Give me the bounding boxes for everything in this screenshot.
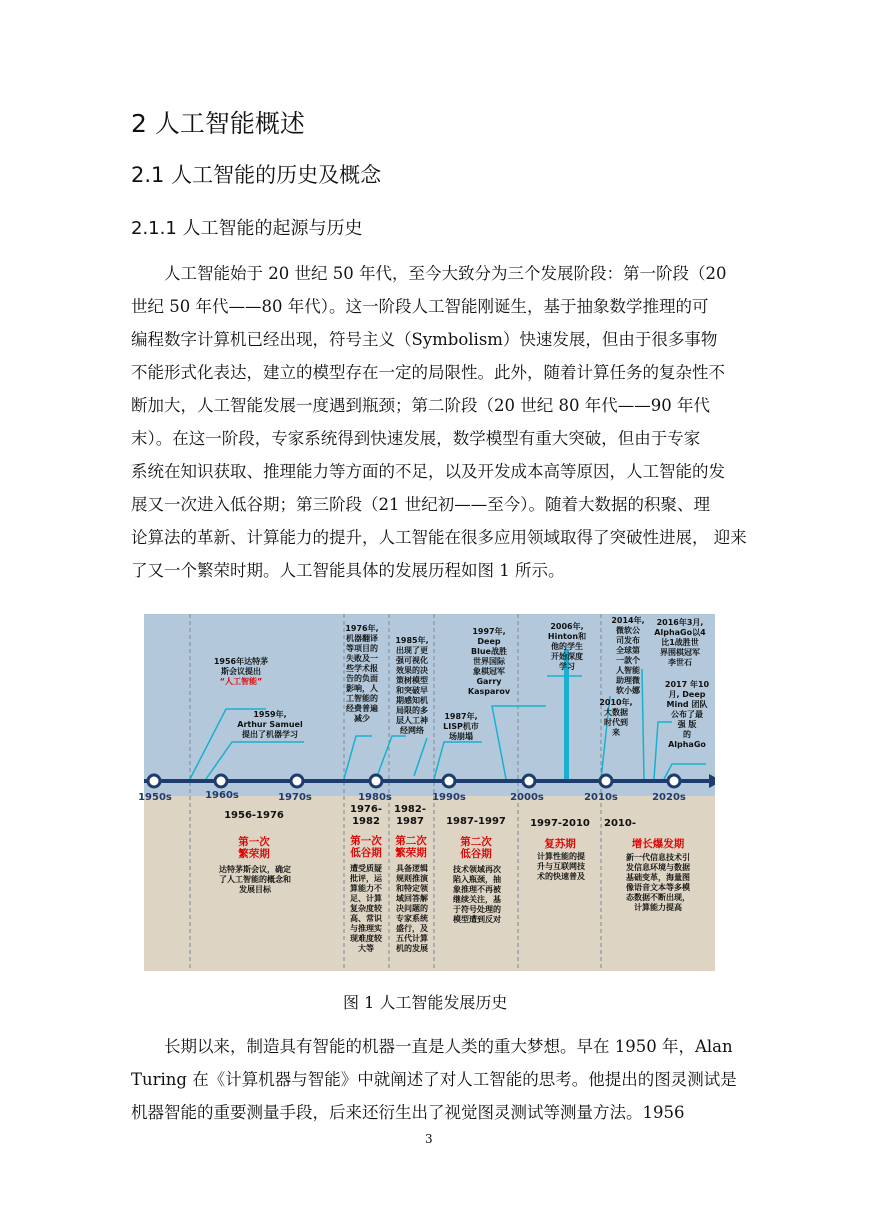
decade-label: 1950s	[138, 792, 172, 803]
period-name: 第一次 低谷期	[350, 835, 382, 859]
period-years: 1997-2010	[530, 818, 590, 829]
event-1956-highlight: “人工智能”	[219, 677, 263, 686]
period-name: 第二次 低谷期	[460, 836, 492, 860]
decade-label: 2000s	[510, 792, 544, 803]
event-2016: 2016年3月, AlphaGo以4 比1战胜世 界围棋冠军 李世石	[654, 618, 706, 667]
event-connector	[414, 738, 427, 776]
period-name: 第二次 繁荣期	[395, 835, 427, 859]
paragraph-line: 长期以来，制造具有智能的机器一直是人类的重大梦想。早在 1950 年，Alan	[131, 1037, 733, 1056]
period-years: 1976- 1982	[350, 804, 382, 827]
decade-label: 1980s	[358, 792, 392, 803]
event-connector	[434, 742, 482, 779]
paragraph-line: 论算法的革新、计算能力的提升，人工智能在很多应用领域取得了突破性进展， 迎来	[131, 528, 747, 547]
decade-marker	[291, 775, 303, 787]
period-years: 1982- 1987	[394, 804, 426, 827]
event-1956: 1956年达特茅 斯会议提出	[213, 657, 269, 676]
paragraph-line: Turing 在《计算机器与智能》中就阐述了对人工智能的思考。他提出的图灵测试是	[131, 1070, 737, 1089]
paragraph-line: 人工智能始于 20 世纪 50 年代，至今大致分为三个发展阶段：第一阶段（20	[131, 264, 727, 283]
decade-marker	[523, 775, 535, 787]
period-name: 增长爆发期	[631, 838, 685, 850]
timeline-figure	[138, 614, 715, 971]
subsection-heading: 2.1 人工智能的历史及概念	[131, 163, 382, 187]
period-name: 复苏期	[544, 838, 576, 850]
section-heading: 2 人工智能概述	[131, 109, 305, 138]
decade-marker	[215, 775, 227, 787]
decade-marker	[668, 775, 680, 787]
paragraph-line: 断加大，人工智能发展一度遇到瓶颈；第二阶段（20 世纪 80 年代——90 年代	[131, 396, 710, 415]
event-2006: 2006年, Hinton和 他的学生 开始深度 学习	[547, 622, 587, 671]
event-1959: 1959年, Arthur Samuel 提出了机器学习	[237, 710, 303, 739]
period-description: 新一代信息技术引 发信息环境与数据 基础变革，海量图 像语音文本等多模 态数据不断出现， 计算能力提高	[626, 853, 690, 912]
event-connector	[344, 736, 372, 779]
decade-label: 1970s	[278, 792, 312, 803]
event-1987: 1987年, LISP机市 场崩塌	[443, 712, 479, 741]
period-description: 技术领域再次 陷入瓶颈，抽 象推理不再被 继续关注，基 于符号处理的 模型遭到反对	[453, 865, 501, 924]
event-connector	[376, 736, 406, 779]
decade-marker	[148, 775, 160, 787]
period-description: 计算性能的提 升与互联网技 术的快速普及	[537, 852, 585, 881]
page-number: 3	[425, 1132, 433, 1146]
event-2017: 2017 年10 月, Deep Mind 团队 公布了最 强 版 的 AlphaGo	[664, 680, 710, 749]
period-years: 2010-	[604, 818, 636, 829]
period-description: 具备逻辑 规则推演 和特定领 域回答解 决问题的 专家系统 盛行，及 五代计算 机的发展	[396, 864, 428, 953]
paragraph-line: 了又一个繁荣时期。人工智能具体的发展历程如图 1 所示。	[131, 561, 565, 580]
subsubsection-heading: 2.1.1 人工智能的起源与历史	[131, 218, 363, 239]
decade-label: 1960s	[205, 790, 239, 801]
decade-marker	[600, 775, 612, 787]
event-1976: 1976年, 机器翻译 等项目的 失败及一 些学术报 告的负面 影响，人 工智能的 经费普遍 减少	[345, 624, 379, 723]
decade-label: 2020s	[652, 792, 686, 803]
decade-label: 2010s	[584, 792, 618, 803]
paragraph-line: 展又一次进入低谷期；第三阶段（21 世纪初——至今）。随着大数据的积聚、理	[131, 495, 710, 514]
event-1997: 1997年, Deep Blue战胜 世界国际 象棋冠军 Garry Kasparov	[467, 627, 511, 696]
event-2014: 2014年, 微软公 司发布 全球第 一款个 人智能 助理微 软小娜	[611, 616, 645, 695]
figure-caption: 图 1 人工智能发展历史	[343, 993, 508, 1012]
decade-marker	[370, 775, 382, 787]
paragraph-line: 末）。在这一阶段，专家系统得到快速发展，数学模型有重大突破，但由于专家	[131, 429, 701, 448]
event-2010: 2010年, 大数据 时代到 来	[599, 698, 633, 737]
paragraph-line: 编程数字计算机已经出现，符号主义（Symbolism）快速发展，但由于很多事物	[131, 330, 718, 349]
paragraph-line: 系统在知识获取、推理能力等方面的不足，以及开发成本高等原因，人工智能的发	[131, 462, 725, 481]
event-connector	[492, 706, 546, 779]
paragraph-line: 不能形式化表达，建立的模型存在一定的局限性。此外，随着计算任务的复杂性不	[131, 363, 725, 382]
period-years: 1956-1976	[224, 810, 284, 821]
period-description: 达特茅斯会议，确定 了人工智能的概念和 发展目标	[219, 865, 291, 894]
decade-marker	[443, 775, 455, 787]
event-1985: 1985年, 出现了更 强可视化 效果的决 策树模型 和突破早 期感知机 局限的多 层人工神 经网络	[395, 636, 429, 735]
period-description: 遭受质疑 批评，运 算能力不 足、计算 复杂度较 高、常识 与推理实 现难度较 大等	[350, 864, 382, 953]
decade-label: 1990s	[432, 792, 466, 803]
period-years: 1987-1997	[446, 816, 506, 827]
timeline-arrow	[709, 774, 715, 788]
event-connector	[206, 742, 304, 779]
paragraph-line: 机器智能的重要测量手段，后来还衍生出了视觉图灵测试等测量方法。1956	[131, 1103, 685, 1122]
paragraph-line: 世纪 50 年代——80 年代）。这一阶段人工智能刚诞生，基于抽象数学推理的可	[131, 297, 709, 316]
period-name: 第一次 繁荣期	[238, 836, 270, 860]
